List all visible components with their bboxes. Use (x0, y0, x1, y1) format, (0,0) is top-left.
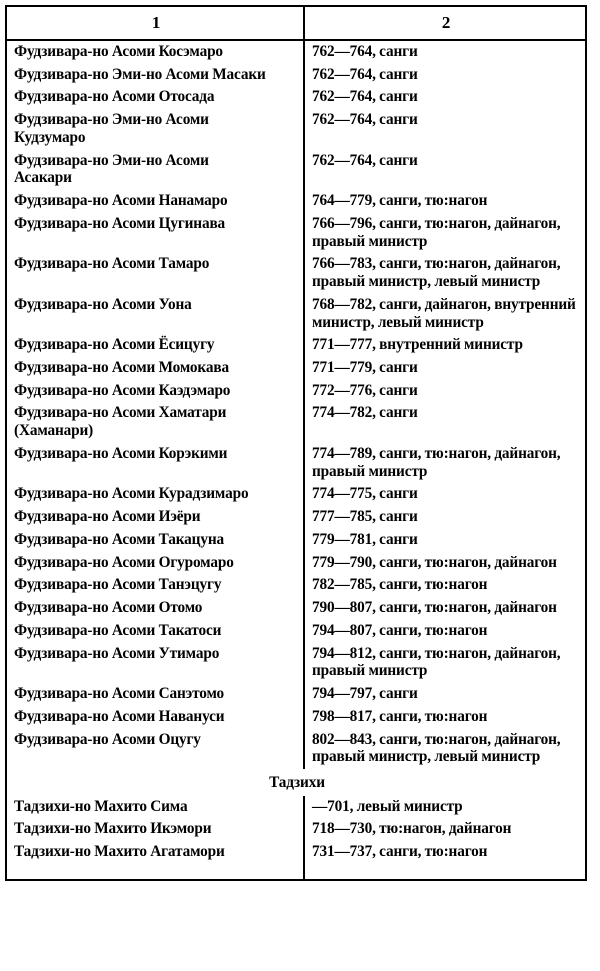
cell-tenure-ranks (304, 620, 586, 643)
table-row (6, 334, 586, 357)
person-name-line1: Фудзивара-но Асоми Огуромаро (14, 553, 234, 571)
cell-person-name (6, 483, 304, 506)
tenure-ranks-line1: 762—764, санги (312, 65, 418, 83)
cell-tenure-ranks (304, 597, 586, 620)
table-header (6, 6, 586, 40)
person-name-line1: Фудзивара-но Асоми Иэёри (14, 508, 201, 526)
cell-tenure-ranks (304, 506, 586, 529)
cell-tenure-ranks (304, 796, 586, 819)
table-bottom-padding-row (6, 864, 586, 880)
cell-person-name (6, 552, 304, 575)
cell-tenure-ranks (304, 552, 586, 575)
cell-tenure-ranks (304, 294, 586, 334)
person-name-line1: Фудзивара-но Асоми Отосада (14, 88, 215, 106)
tenure-ranks-line1: 794—812, санги, тю:нагон, дайнагон, (312, 644, 561, 662)
person-name-line1: Фудзивара-но Асоми Цугинава (14, 214, 226, 232)
person-name-line1: Фудзивара-но Эми-но Асоми (14, 111, 209, 129)
padding-cell-left (6, 864, 304, 880)
table-row (6, 402, 586, 442)
table-row (6, 529, 586, 552)
cell-tenure-ranks (304, 443, 586, 483)
cell-person-name (6, 683, 304, 706)
tenure-ranks-line1: 779—781, санги (312, 530, 418, 548)
cell-tenure-ranks (304, 818, 586, 841)
cell-person-name (6, 190, 304, 213)
table-row (6, 213, 586, 253)
person-name-line1: Фудзивара-но Асоми Каэдэмаро (14, 381, 231, 399)
table-row (6, 40, 586, 64)
column-header-2: 2 (304, 6, 586, 40)
cell-tenure-ranks (304, 334, 586, 357)
tenure-ranks-line1: 771—779, санги (312, 359, 418, 377)
cell-person-name (6, 213, 304, 253)
tenure-ranks-line1: 771—777, внутренний министр (312, 336, 523, 354)
table-row (6, 643, 586, 683)
tenure-ranks-line1: 774—775, санги (312, 485, 418, 503)
person-name-line1: Фудзивара-но Асоми Оцугу (14, 730, 201, 748)
person-name-line1: Тадзихи-но Махито Сима (14, 797, 188, 815)
cell-person-name (6, 294, 304, 334)
tenure-ranks-line1: 762—764, санги (312, 111, 418, 129)
tenure-ranks-line1: 762—764, санги (312, 88, 418, 106)
table-row (6, 597, 586, 620)
cell-person-name (6, 380, 304, 403)
person-name-line1: Фудзивара-но Асоми Корэкими (14, 444, 228, 462)
cell-tenure-ranks (304, 40, 586, 64)
table-row (6, 818, 586, 841)
tenure-ranks-line1: 766—783, санги, тю:нагон, дайнагон, (312, 255, 561, 273)
table-row (6, 706, 586, 729)
cell-tenure-ranks (304, 574, 586, 597)
cell-tenure-ranks (304, 86, 586, 109)
section-title: Тадзихи (269, 773, 325, 791)
person-name-line1: Фудзивара-но Асоми Нанамаро (14, 192, 228, 210)
cell-tenure-ranks (304, 64, 586, 87)
cell-person-name (6, 529, 304, 552)
tenure-ranks-line1: 772—776, санги (312, 381, 418, 399)
person-name-line1: Фудзивара-но Асоми Отомо (14, 599, 203, 617)
cell-tenure-ranks (304, 402, 586, 442)
person-name-line1: Фудзивара-но Эми-но Асоми Масаки (14, 65, 266, 83)
table-header-row (6, 6, 586, 40)
cell-person-name (6, 796, 304, 819)
table-row (6, 86, 586, 109)
table-row (6, 796, 586, 819)
table-row (6, 253, 586, 293)
tenure-ranks-line2: правый министр, левый министр (312, 273, 541, 291)
person-name-line2: Асакари (14, 169, 72, 187)
person-name-line1: Фудзивара-но Асоми Момокава (14, 359, 229, 377)
person-name-line1: Фудзивара-но Асоми Санэтомо (14, 685, 225, 703)
person-name-line1: Фудзивара-но Асоми Утимаро (14, 644, 220, 662)
cell-person-name (6, 150, 304, 190)
person-name-line1: Тадзихи-но Махито Агатамори (14, 843, 225, 861)
officials-table (5, 5, 587, 881)
cell-person-name (6, 357, 304, 380)
table-row (6, 109, 586, 149)
person-name-line2: (Хаманари) (14, 422, 94, 440)
cell-person-name (6, 643, 304, 683)
cell-person-name (6, 729, 304, 769)
cell-tenure-ranks (304, 109, 586, 149)
cell-person-name (6, 86, 304, 109)
cell-person-name (6, 334, 304, 357)
tenure-ranks-line1: 731—737, санги, тю:нагон (312, 843, 488, 861)
cell-person-name (6, 253, 304, 293)
person-name-line1: Фудзивара-но Асоми Танэцугу (14, 576, 222, 594)
table-row (6, 620, 586, 643)
cell-tenure-ranks (304, 150, 586, 190)
cell-person-name (6, 443, 304, 483)
tenure-ranks-line1: 774—782, санги (312, 404, 418, 422)
padding-cell-right (304, 864, 586, 880)
cell-tenure-ranks (304, 483, 586, 506)
tenure-ranks-line1: 794—807, санги, тю:нагон (312, 621, 488, 639)
tenure-ranks-line1: 766—796, санги, тю:нагон, дайнагон, (312, 214, 561, 232)
cell-person-name (6, 40, 304, 64)
table-row (6, 552, 586, 575)
cell-person-name (6, 64, 304, 87)
section-header-row (6, 769, 586, 796)
cell-person-name (6, 620, 304, 643)
table-row (6, 190, 586, 213)
cell-person-name (6, 109, 304, 149)
cell-tenure-ranks (304, 683, 586, 706)
tenure-ranks-line2: министр, левый министр (312, 313, 484, 331)
cell-tenure-ranks (304, 380, 586, 403)
tenure-ranks-line2: правый министр, левый министр (312, 748, 541, 766)
table-row (6, 64, 586, 87)
tenure-ranks-line1: 790—807, санги, тю:нагон, дайнагон (312, 599, 557, 617)
tenure-ranks-line1: 782—785, санги, тю:нагон (312, 576, 488, 594)
tenure-ranks-line1: 762—764, санги (312, 151, 418, 169)
cell-person-name (6, 706, 304, 729)
tenure-ranks-line1: 794—797, санги (312, 685, 418, 703)
table-row (6, 841, 586, 864)
tenure-ranks-line1: 802—843, санги, тю:нагон, дайнагон, (312, 730, 561, 748)
tenure-ranks-line2: правый министр (312, 662, 428, 680)
cell-person-name (6, 818, 304, 841)
table-row (6, 380, 586, 403)
table-row (6, 294, 586, 334)
table-row (6, 483, 586, 506)
table-row (6, 574, 586, 597)
table-body (6, 40, 586, 880)
cell-person-name (6, 841, 304, 864)
table-row (6, 506, 586, 529)
person-name-line1: Фудзивара-но Асоми Такатоси (14, 621, 222, 639)
person-name-line1: Фудзивара-но Асоми Тамаро (14, 255, 210, 273)
cell-tenure-ranks (304, 706, 586, 729)
person-name-line1: Фудзивара-но Асоми Хаматари (14, 404, 227, 422)
cell-tenure-ranks (304, 190, 586, 213)
cell-person-name (6, 574, 304, 597)
person-name-line1: Фудзивара-но Асоми Уона (14, 295, 192, 313)
tenure-ranks-line1: 718—730, тю:нагон, дайнагон (312, 820, 512, 838)
cell-tenure-ranks (304, 729, 586, 769)
person-name-line1: Тадзихи-но Махито Икэмори (14, 820, 212, 838)
cell-tenure-ranks (304, 357, 586, 380)
cell-tenure-ranks (304, 253, 586, 293)
person-name-line1: Фудзивара-но Асоми Курадзимаро (14, 485, 249, 503)
cell-person-name (6, 506, 304, 529)
section-header-cell (6, 769, 586, 796)
table-row (6, 443, 586, 483)
tenure-ranks-line1: 777—785, санги (312, 508, 418, 526)
tenure-ranks-line2: правый министр (312, 462, 428, 480)
tenure-ranks-line1: 768—782, санги, дайнагон, внутренний (312, 295, 576, 313)
table-row (6, 729, 586, 769)
tenure-ranks-line1: 798—817, санги, тю:нагон (312, 707, 488, 725)
person-name-line1: Фудзивара-но Асоми Навануси (14, 707, 225, 725)
cell-person-name (6, 597, 304, 620)
cell-tenure-ranks (304, 841, 586, 864)
tenure-ranks-line2: правый министр (312, 232, 428, 250)
cell-person-name (6, 402, 304, 442)
person-name-line1: Фудзивара-но Асоми Косэмаро (14, 43, 223, 60)
tenure-ranks-line1: 779—790, санги, тю:нагон, дайнагон (312, 553, 557, 571)
tenure-ranks-line1: 774—789, санги, тю:нагон, дайнагон, (312, 444, 561, 462)
cell-tenure-ranks (304, 213, 586, 253)
person-name-line1: Фудзивара-но Эми-но Асоми (14, 151, 209, 169)
table-row (6, 683, 586, 706)
table-row (6, 150, 586, 190)
table-row (6, 357, 586, 380)
cell-tenure-ranks (304, 529, 586, 552)
person-name-line1: Фудзивара-но Асоми Такацуна (14, 530, 224, 548)
cell-tenure-ranks (304, 643, 586, 683)
tenure-ranks-line1: —701, левый министр (312, 797, 463, 815)
tenure-ranks-line1: 764—779, санги, тю:нагон (312, 192, 488, 210)
person-name-line2: Кудзумаро (14, 128, 86, 146)
person-name-line1: Фудзивара-но Асоми Ёсицугу (14, 336, 215, 354)
tenure-ranks-line1: 762—764, санги (312, 43, 418, 60)
column-header-1: 1 (6, 6, 304, 40)
